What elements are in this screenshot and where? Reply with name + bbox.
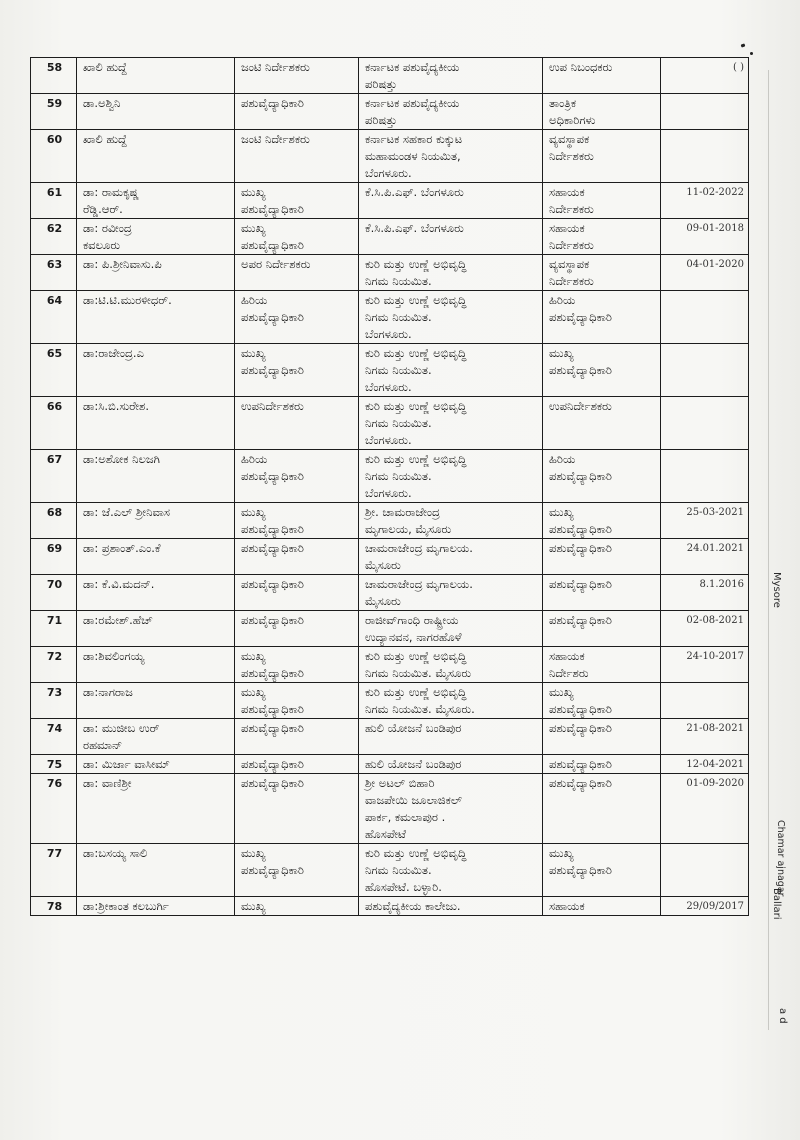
joining-date-cell: 12-04-2021 (661, 755, 749, 774)
office-name-cell: ಕುರಿ ಮತ್ತು ಉಣ್ಣೆ ಅಭಿವೃದ್ಧಿ ನಿಗಮ ನಿಯಮಿತ. ಬೆಂಗಳೂರು. (359, 344, 543, 397)
posted-position-cell: ಪಶುವೈದ್ಯಾಧಿಕಾರಿ (543, 755, 661, 774)
office-name-cell: ಕೆ.ಸಿ.ಪಿ.ಎಫ್. ಬೆಂಗಳೂರು (359, 219, 543, 255)
row-number-cell: 71 (31, 611, 77, 647)
table-row (31, 183, 749, 219)
posted-position-cell: ವ್ಯವಸ್ಥಾಪಕ ನಿರ್ದೇಶಕರು (543, 255, 661, 291)
office-name-cell: ಕುರಿ ಮತ್ತು ಉಣ್ಣೆ ಅಭಿವೃದ್ಧಿ ನಿಗಮ ನಿಯಮಿತ. ಹೊಸಪೇಟೆ. ಬಳ್ಳಾರಿ. (359, 844, 543, 897)
office-name-cell: ಶ್ರೀ ಅಟಲ್ ಬಿಹಾರಿ ವಾಜಪೇಯಿ ಜೂಲಾಜಿಕಲ್ ಪಾರ್ಕ, ಕಮಲಾಪುರ . ಹೊಸಪೇಟೆ (359, 774, 543, 844)
designation-cell: ಪಶುವೈದ್ಯಾಧಿಕಾರಿ (235, 575, 359, 611)
officer-name-cell: ಡಾ: ಮಿರ್ಜಾ ವಾಸೀಮ್ (77, 755, 235, 774)
posted-position-cell: ಉಪ ನಿಬಂಧಕರು (543, 58, 661, 94)
office-name-cell: ಕರ್ನಾಟಕ ಸಹಕಾರ ಕುಕ್ಕುಟ ಮಹಾಮಂಡಳ ನಿಯಮಿತ, ಬೆಂಗಳೂರು. (359, 130, 543, 183)
office-name-cell: ಹುಲಿ ಯೋಜನೆ ಬಂಡಿಪುರ (359, 755, 543, 774)
joining-date-cell: 24-10-2017 (661, 647, 749, 683)
table-row (31, 291, 749, 344)
row-number-cell: 74 (31, 719, 77, 755)
joining-date-cell: ( ) (661, 58, 749, 94)
designation-cell: ಮುಖ್ಯ ಪಶುವೈದ್ಯಾಧಿಕಾರಿ (235, 344, 359, 397)
page-edge-rule (768, 70, 769, 1030)
officer-name-cell: ಖಾಲಿ ಹುದ್ದೆ (77, 58, 235, 94)
table-row (31, 897, 749, 916)
joining-date-cell: 11-02-2022 (661, 183, 749, 219)
row-number-cell: 58 (31, 58, 77, 94)
officer-name-cell: ಡಾ.ಅಶ್ವಿನಿ (77, 94, 235, 130)
officer-posting-table (30, 57, 749, 916)
officer-name-cell: ಡಾ:ಶಿವಲಿಂಗಯ್ಯ (77, 647, 235, 683)
designation-cell: ಪಶುವೈದ್ಯಾಧಿಕಾರಿ (235, 755, 359, 774)
joining-date-cell (661, 344, 749, 397)
joining-date-cell (661, 291, 749, 344)
table-row (31, 344, 749, 397)
joining-date-cell: 25-03-2021 (661, 503, 749, 539)
margin-note-ballari: Ballari (771, 888, 782, 920)
officer-name-cell: ಡಾ:ರಮೇಶ್.ಹೆಚ್ (77, 611, 235, 647)
office-name-cell: ಕುರಿ ಮತ್ತು ಉಣ್ಣೆ ಅಭಿವೃದ್ಧಿ ನಿಗಮ ನಿಯಮಿತ. ಬೆಂಗಳೂರು. (359, 397, 543, 450)
joining-date-cell: 01-09-2020 (661, 774, 749, 844)
row-number-cell: 77 (31, 844, 77, 897)
posted-position-cell: ಪಶುವೈದ್ಯಾಧಿಕಾರಿ (543, 575, 661, 611)
posted-position-cell: ಉಪನಿರ್ದೇಶಕರು (543, 397, 661, 450)
joining-date-cell: 29/09/2017 (661, 897, 749, 916)
designation-cell: ಮುಖ್ಯ (235, 897, 359, 916)
posted-position-cell: ತಾಂತ್ರಿಕ ಅಧಿಕಾರಿಗಳು (543, 94, 661, 130)
posted-position-cell: ವ್ಯವಸ್ಥಾಪಕ ನಿರ್ದೇಶಕರು (543, 130, 661, 183)
posted-position-cell: ಹಿರಿಯ ಪಶುವೈದ್ಯಾಧಿಕಾರಿ (543, 291, 661, 344)
office-name-cell: ರಾಜೀವ್‌ಗಾಂಧಿ ರಾಷ್ಟ್ರೀಯ ಉದ್ಯಾನವನ, ನಾಗರಹೊಳೆ (359, 611, 543, 647)
officer-name-cell: ಡಾ: ಜೆ.ಎಲ್ ಶ್ರೀನಿವಾಸ (77, 503, 235, 539)
posted-position-cell: ಸಹಾಯಕ (543, 897, 661, 916)
officer-name-cell: ಡಾ: ವಾಣಿಶ್ರೀ (77, 774, 235, 844)
row-number-cell: 61 (31, 183, 77, 219)
row-number-cell: 65 (31, 344, 77, 397)
table-row (31, 774, 749, 844)
joining-date-cell: 21-08-2021 (661, 719, 749, 755)
office-name-cell: ಪಶುವೈದ್ಯಕೀಯ ಕಾಲೇಜು. (359, 897, 543, 916)
designation-cell: ಪಶುವೈದ್ಯಾಧಿಕಾರಿ (235, 719, 359, 755)
joining-date-cell (661, 397, 749, 450)
office-name-cell: ಕುರಿ ಮತ್ತು ಉಣ್ಣೆ ಅಭಿವೃದ್ಧಿ ನಿಗಮ ನಿಯಮಿತ. ಮೈಸೂರು. (359, 683, 543, 719)
office-name-cell: ಕುರಿ ಮತ್ತು ಉಣ್ಣೆ ಅಭಿವೃದ್ಧಿ ನಿಗಮ ನಿಯಮಿತ. ಬೆಂಗಳೂರು. (359, 291, 543, 344)
designation-cell: ಮುಖ್ಯ ಪಶುವೈದ್ಯಾಧಿಕಾರಿ (235, 683, 359, 719)
row-number-cell: 78 (31, 897, 77, 916)
joining-date-cell: 09-01-2018 (661, 219, 749, 255)
table-row (31, 94, 749, 130)
row-number-cell: 63 (31, 255, 77, 291)
table-row (31, 450, 749, 503)
designation-cell: ಅಪರ ನಿರ್ದೇಶಕರು (235, 255, 359, 291)
row-number-cell: 69 (31, 539, 77, 575)
row-number-cell: 64 (31, 291, 77, 344)
posted-position-cell: ಮುಖ್ಯ ಪಶುವೈದ್ಯಾಧಿಕಾರಿ (543, 844, 661, 897)
row-number-cell: 60 (31, 130, 77, 183)
table-row (31, 719, 749, 755)
joining-date-cell (661, 683, 749, 719)
officer-name-cell: ಡಾ: ಪ್ರಶಾಂತ್.ಎಂ.ಕೆ (77, 539, 235, 575)
margin-note-corner: a d (777, 1008, 788, 1024)
office-name-cell: ಕರ್ನಾಟಕ ಪಶುವೈದ್ಯಕೀಯ ಪರಿಷತ್ತು (359, 94, 543, 130)
designation-cell: ಪಶುವೈದ್ಯಾಧಿಕಾರಿ (235, 539, 359, 575)
table-row (31, 647, 749, 683)
officer-name-cell: ಡಾ:ಟಿ.ಟಿ.ಮುರಳೀಧರ್. (77, 291, 235, 344)
officer-name-cell: ಡಾ: ಪಿ.ಶ್ರೀನಿವಾಸು.ಪಿ (77, 255, 235, 291)
row-number-cell: 68 (31, 503, 77, 539)
designation-cell: ಹಿರಿಯ ಪಶುವೈದ್ಯಾಧಿಕಾರಿ (235, 450, 359, 503)
officer-name-cell: ಡಾ:ನಾಗರಾಜ (77, 683, 235, 719)
table-row (31, 58, 749, 94)
designation-cell: ಜಂಟಿ ನಿರ್ದೇಶಕರು (235, 130, 359, 183)
officer-name-cell: ಡಾ: ರವೀಂದ್ರ ಕವಲೂರು (77, 219, 235, 255)
joining-date-cell: 02-08-2021 (661, 611, 749, 647)
officer-name-cell: ಡಾ:ಶ್ರೀಕಾಂತ ಕಲಬುರ್ಗಿ (77, 897, 235, 916)
table-row (31, 503, 749, 539)
officer-name-cell: ಖಾಲಿ ಹುದ್ದೆ (77, 130, 235, 183)
joining-date-cell (661, 844, 749, 897)
joining-date-cell: 8.1.2016 (661, 575, 749, 611)
table-row (31, 219, 749, 255)
officer-name-cell: ಡಾ:ಸಿ.ಬಿ.ಸುರೇಶ. (77, 397, 235, 450)
designation-cell: ಹಿರಿಯ ಪಶುವೈದ್ಯಾಧಿಕಾರಿ (235, 291, 359, 344)
table-row (31, 539, 749, 575)
designation-cell: ಮುಖ್ಯ ಪಶುವೈದ್ಯಾಧಿಕಾರಿ (235, 219, 359, 255)
joining-date-cell (661, 94, 749, 130)
officer-name-cell: ಡಾ: ಮುಜೀಬ ಉರ್ ರಹಮಾನ್ (77, 719, 235, 755)
table-row (31, 130, 749, 183)
joining-date-cell: 04-01-2020 (661, 255, 749, 291)
row-number-cell: 70 (31, 575, 77, 611)
joining-date-cell: 24.01.2021 (661, 539, 749, 575)
row-number-cell: 62 (31, 219, 77, 255)
table-row (31, 611, 749, 647)
posted-position-cell: ಮುಖ್ಯ ಪಶುವೈದ್ಯಾಧಿಕಾರಿ (543, 503, 661, 539)
officer-name-cell: ಡಾ: ರಾಮಕೃಷ್ಣ ರೆಡ್ಡಿ.ಆರ್. (77, 183, 235, 219)
posted-position-cell: ಪಶುವೈದ್ಯಾಧಿಕಾರಿ (543, 774, 661, 844)
office-name-cell: ಕೆ.ಸಿ.ಪಿ.ಎಫ್. ಬೆಂಗಳೂರು (359, 183, 543, 219)
row-number-cell: 76 (31, 774, 77, 844)
officer-name-cell: ಡಾ:ಬಸಯ್ಯ ಸಾಲಿ (77, 844, 235, 897)
joining-date-cell (661, 450, 749, 503)
joining-date-cell (661, 130, 749, 183)
posted-position-cell: ಮುಖ್ಯ ಪಶುವೈದ್ಯಾಧಿಕಾರಿ (543, 683, 661, 719)
posted-position-cell: ಸಹಾಯಕ ನಿರ್ದೇಶಕರು (543, 219, 661, 255)
table-row (31, 683, 749, 719)
office-name-cell: ಹುಲಿ ಯೋಜನೆ ಬಂಡಿಪುರ (359, 719, 543, 755)
row-number-cell: 75 (31, 755, 77, 774)
office-name-cell: ಚಾಮರಾಜೇಂದ್ರ ಮೃಗಾಲಯ. ಮೈಸೂರು (359, 575, 543, 611)
posted-position-cell: ಪಶುವೈದ್ಯಾಧಿಕಾರಿ (543, 611, 661, 647)
officer-name-cell: ಡಾ:ಅಶೋಕ ನಿಲಜಗಿ (77, 450, 235, 503)
posted-position-cell: ಸಹಾಯಕ ನಿರ್ದೇಶಕರು (543, 183, 661, 219)
posted-position-cell: ಹಿರಿಯ ಪಶುವೈದ್ಯಾಧಿಕಾರಿ (543, 450, 661, 503)
designation-cell: ಮುಖ್ಯ ಪಶುವೈದ್ಯಾಧಿಕಾರಿ (235, 844, 359, 897)
designation-cell: ಉಪನಿರ್ದೇಶಕರು (235, 397, 359, 450)
table-row (31, 255, 749, 291)
officer-name-cell: ಡಾ:ರಾಜೇಂದ್ರ.ಎ (77, 344, 235, 397)
table-row (31, 844, 749, 897)
office-name-cell: ಕುರಿ ಮತ್ತು ಉಣ್ಣೆ ಅಭಿವೃದ್ಧಿ ನಿಗಮ ನಿಯಮಿತ. ಬೆಂಗಳೂರು. (359, 450, 543, 503)
designation-cell: ಪಶುವೈದ್ಯಾಧಿಕಾರಿ (235, 94, 359, 130)
row-number-cell: 59 (31, 94, 77, 130)
office-name-cell: ಶ್ರೀ. ಚಾಮರಾಜೇಂದ್ರ ಮೃಗಾಲಯ, ಮೈಸೂರು (359, 503, 543, 539)
row-number-cell: 73 (31, 683, 77, 719)
office-name-cell: ಕುರಿ ಮತ್ತು ಉಣ್ಣೆ ಅಭಿವೃದ್ಧಿ ನಿಗಮ ನಿಯಮಿತ. (359, 255, 543, 291)
designation-cell: ಮುಖ್ಯ ಪಶುವೈದ್ಯಾಧಿಕಾರಿ (235, 503, 359, 539)
table-row (31, 755, 749, 774)
posted-position-cell: ಮುಖ್ಯ ಪಶುವೈದ್ಯಾಧಿಕಾರಿ (543, 344, 661, 397)
table-row (31, 397, 749, 450)
office-name-cell: ಕುರಿ ಮತ್ತು ಉಣ್ಣೆ ಅಭಿವೃದ್ಧಿ ನಿಗಮ ನಿಯಮಿತ. ಮೈಸೂರು (359, 647, 543, 683)
row-number-cell: 72 (31, 647, 77, 683)
row-number-cell: 66 (31, 397, 77, 450)
posted-position-cell: ಪಶುವೈದ್ಯಾಧಿಕಾರಿ (543, 539, 661, 575)
table-body (31, 58, 749, 916)
office-name-cell: ಚಾಮರಾಜೇಂದ್ರ ಮೃಗಾಲಯ. ಮೈಸೂರು (359, 539, 543, 575)
designation-cell: ಮುಖ್ಯ ಪಶುವೈದ್ಯಾಧಿಕಾರಿ (235, 647, 359, 683)
designation-cell: ಮುಖ್ಯ ಪಶುವೈದ್ಯಾಧಿಕಾರಿ (235, 183, 359, 219)
designation-cell: ಪಶುವೈದ್ಯಾಧಿಕಾರಿ (235, 774, 359, 844)
ink-mark (750, 52, 753, 55)
margin-note-mysore: Mysore (771, 572, 782, 608)
posted-position-cell: ಪಶುವೈದ್ಯಾಧಿಕಾರಿ (543, 719, 661, 755)
margin-note-chamarajanagar: Chamar ajnagar (775, 820, 786, 897)
designation-cell: ಜಂಟಿ ನಿರ್ದೇಶಕರು (235, 58, 359, 94)
office-name-cell: ಕರ್ನಾಟಕ ಪಶುವೈದ್ಯಕೀಯ ಪರಿಷತ್ತು (359, 58, 543, 94)
posted-position-cell: ಸಹಾಯಕ ನಿರ್ದೇಶರು (543, 647, 661, 683)
row-number-cell: 67 (31, 450, 77, 503)
designation-cell: ಪಶುವೈದ್ಯಾಧಿಕಾರಿ (235, 611, 359, 647)
table-row (31, 575, 749, 611)
officer-name-cell: ಡಾ: ಕೆ.ವಿ.ಮದನ್. (77, 575, 235, 611)
